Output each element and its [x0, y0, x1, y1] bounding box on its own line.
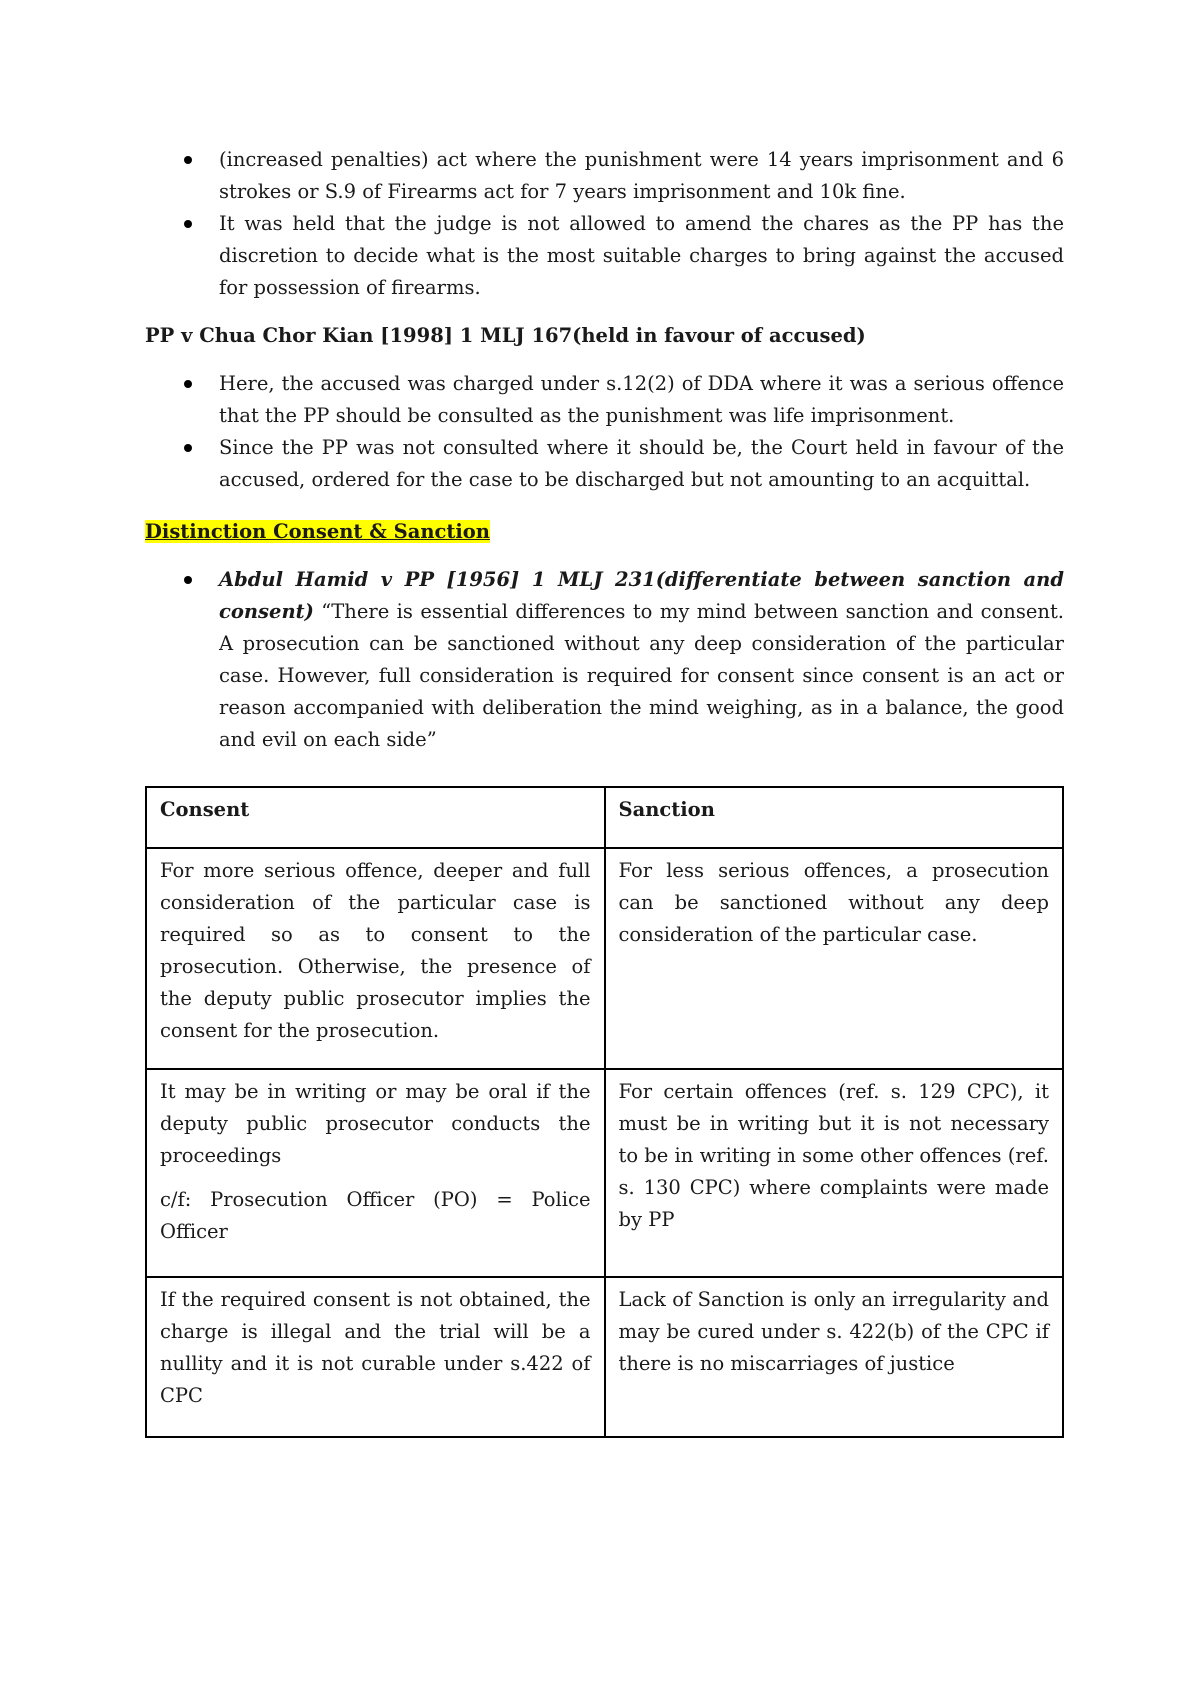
table-cell-consent: [146, 1069, 605, 1277]
table-cell-consent: [146, 1277, 605, 1437]
table-row: [146, 848, 1063, 1069]
distinction-heading: [145, 516, 490, 548]
cell-text: For less serious offences, a prosecution can be sanctioned without any deep consideration of the particular case.: [618, 859, 1049, 946]
table-cell-sanction: [605, 848, 1064, 1069]
table-cell-consent: [146, 848, 605, 1069]
bullet-icon: [184, 220, 192, 228]
bullet-icon: [184, 576, 192, 584]
list-item: [176, 432, 1064, 496]
table-header-row: [146, 787, 1063, 848]
table-cell-sanction: [605, 1277, 1064, 1437]
consent-sanction-table: [145, 786, 1064, 1438]
table-cell-sanction: [605, 1069, 1064, 1277]
case-bullet-list: [176, 368, 1064, 496]
bullet-icon: [184, 380, 192, 388]
list-item: [176, 368, 1064, 432]
bullet-text: Since the PP was not consulted where it should be, the Court held in favour of the accused, ordered for the case to be discharged but not amounting to an acquittal.: [219, 436, 1064, 491]
abdul-case-title: Abdul Hamid v PP [1956] 1 MLJ 231(differentiate between sanction and consent): [219, 568, 1064, 623]
abdul-case-quote: “There is essential differences to my mind between sanction and consent. A prosecution can be sanctioned without any deep consideration of the particular case. However, full consideration is required for consent since consent is an act or reason accompanied with deliberation the mind weighing, as in a balance, the good and evil on each side”: [219, 600, 1064, 751]
header-sanction: Sanction: [605, 787, 1064, 848]
cell-text: c/f: Prosecution Officer (PO) = Police Officer: [160, 1188, 591, 1243]
list-item: [176, 564, 1064, 756]
cell-text: If the required consent is not obtained, the charge is illegal and the trial will be a nullity and it is not curable under s.422 of CPC: [160, 1288, 591, 1407]
bullet-icon: [184, 444, 192, 452]
intro-bullet-list: [176, 144, 1064, 304]
case-heading: PP v Chua Chor Kian [1998] 1 MLJ 167(held in favour of accused): [145, 324, 866, 347]
bullet-text: It was held that the judge is not allowed to amend the chares as the PP has the discretion to decide what is the most suitable charges to bring against the accused for possession of firearms.: [219, 212, 1064, 299]
bullet-icon: [184, 156, 192, 164]
table-row: [146, 1277, 1063, 1437]
list-item: [176, 208, 1064, 304]
header-consent: Consent: [146, 787, 605, 848]
bullet-text: (increased penalties) act where the punishment were 14 years imprisonment and 6 strokes or S.9 of Firearms act for 7 years imprisonment and 10k fine.: [219, 148, 1064, 203]
distinction-heading-text: Distinction Consent & Sanction: [145, 520, 490, 543]
list-item: [176, 144, 1064, 208]
cell-text: For more serious offence, deeper and full consideration of the particular case is required so as to consent to the prosecution. Otherwise, the presence of the deputy public prosecutor implies the consent for the prosecution.: [160, 859, 591, 1042]
table-row: [146, 1069, 1063, 1277]
cell-text: For certain offences (ref. s. 129 CPC), it must be in writing but it is not necessary to be in writing in some other offences (ref. s. 130 CPC) where complaints were made by PP: [618, 1080, 1049, 1231]
abdul-case-list: [176, 564, 1064, 756]
cell-text: It may be in writing or may be oral if the deputy public prosecutor conducts the proceedings: [160, 1080, 591, 1167]
cell-text: Lack of Sanction is only an irregularity and may be cured under s. 422(b) of the CPC if there is no miscarriages of justice: [618, 1288, 1049, 1375]
bullet-text: Here, the accused was charged under s.12(2) of DDA where it was a serious offence that the PP should be consulted as the punishment was life imprisonment.: [219, 372, 1064, 427]
